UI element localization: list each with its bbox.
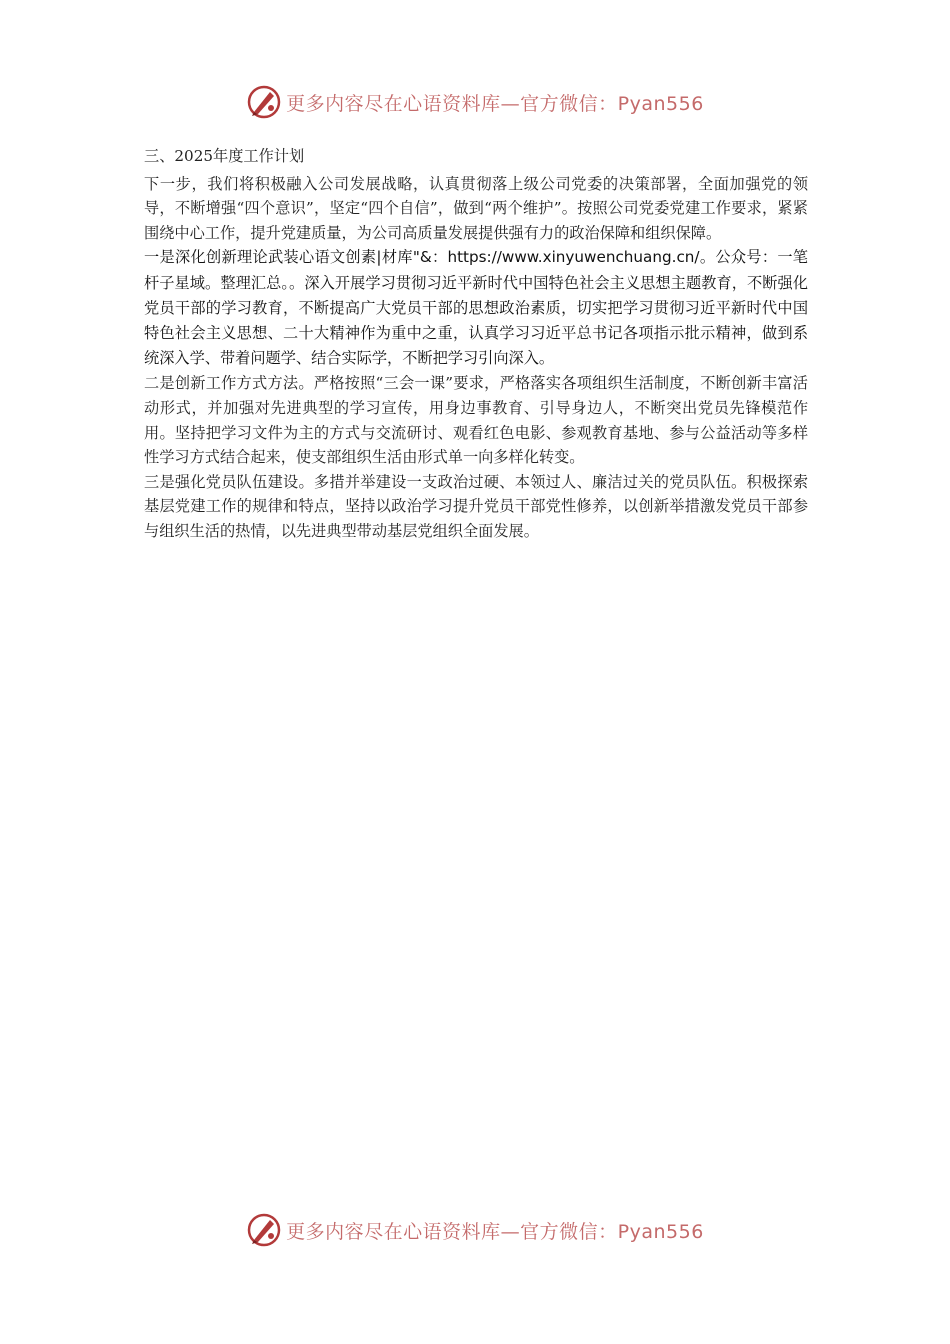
footer-banner [0, 1208, 950, 1252]
paragraph-intro: 下一步，我们将积极融入公司发展战略，认真贯彻落上级公司党委的决策部署，全面加强党的领导，不断增强“四个意识”，坚定“四个自信”，做到“两个维护”。按照公司党委党建工作要求，紧紧围绕中心工作，提升党建质量，为公司高质量发展提供强有力的政治保障和组织保障。 [144, 174, 808, 242]
pen-logo-icon [246, 1212, 282, 1248]
header-banner-wechat: Pyan556 [617, 92, 704, 115]
paragraph-team: 三是强化党员队伍建设。多措并举建设一支政治过硬、本领过人、廉洁过关的党员队伍。积极探索基层党建工作的规律和特点，坚持以政治学习提升党员干部党性修养，以创新举措激发党员干部参与组织生活的热情，以先进典型带动基层党组织全面发展。 [144, 472, 808, 540]
footer-banner-text [286, 1217, 704, 1244]
pen-logo-icon [246, 84, 282, 120]
header-banner-cn: 更多内容尽在心语资料库—官方微信： [286, 92, 618, 115]
document-body [144, 144, 808, 544]
paragraph-methods: 二是创新工作方式方法。严格按照“三会一课”要求，严格落实各项组织生活制度，不断创新丰富活动形式，并加强对先进典型的学习宣传，用身边事教育、引导身边人，不断突出党员先锋模范作用。坚持把学习文件为主的方式与交流研讨、观看红色电影、参观教育基地、参与公益活动等多样性学习方式结合起来，使支部组织生活由形式单一向多样化转变。 [144, 374, 808, 467]
header-banner [0, 80, 950, 124]
section-title: 三、2025年度工作计划 [144, 147, 305, 165]
paragraph-theory: 一是深化创新理论武装心语文创素|材库"&：https://www.xinyuwenchuang.cn/。公众号：一笔杆子星域。整理汇总。。深入开展学习贯彻习近平新时代中国特色社会主义思想主题教育，不断强化党员干部的学习教育，不断提高广大党员干部的思想政治素质，切实把学习贯彻习近平新时代中国特色社会主义思想、二十大精神作为重中之重，认真学习习近平总书记各项指示批示精神，做到系统深入学、带着问题学、结合实际学，不断把学习引向深入。 [144, 248, 808, 368]
footer-banner-wechat: Pyan556 [617, 1220, 704, 1243]
footer-banner-cn: 更多内容尽在心语资料库—官方微信： [286, 1220, 618, 1243]
header-banner-text [286, 89, 704, 116]
